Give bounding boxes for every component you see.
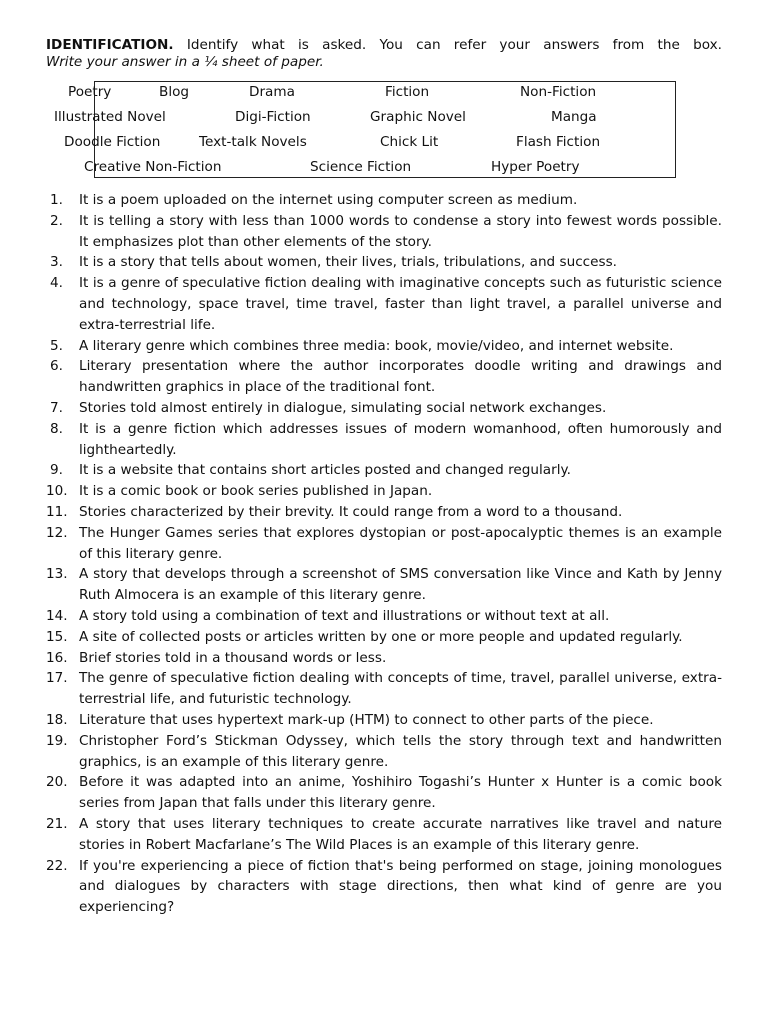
choice-illustrated-novel: Illustrated Novel [54,109,166,125]
question-item [46,356,722,398]
question-item [46,211,722,253]
instructions-text: Identify what is asked. You can refer your answers from the box. [186,37,722,53]
question-text: Stories characterized by their brevity. It could range from a word to a thousand. [79,503,623,520]
question-item [46,523,722,565]
question-item [46,648,722,669]
choice-digi-fiction: Digi-Fiction [235,109,311,125]
choice-drama: Drama [249,84,295,100]
choice-blog: Blog [159,84,190,100]
question-text: The genre of speculative fiction dealing with concepts of time, travel, parallel universe, extra-terrestrial life, and futuristic technology. [79,670,722,708]
question-item [46,252,722,273]
question-item [46,419,722,461]
question-item [46,336,722,357]
question-text: A site of collected posts or articles written by one or more people and updated regularly. [79,628,683,645]
question-number: 20. [46,774,68,791]
question-text: It is a poem uploaded on the internet using computer screen as medium. [79,192,578,208]
question-item [46,856,722,918]
question-number: 7. [50,399,63,416]
question-number: 19. [46,732,68,749]
question-item [46,814,722,856]
question-number: 8. [50,420,63,437]
choice-text-talk-novels: Text-talk Novels [199,134,307,150]
question-number: 2. [50,212,63,229]
question-text: It is telling a story with less than 1000 words to condense a story into fewest words possible. It emphasizes plot than other elements of the story. [79,212,722,250]
question-text: Literary presentation where the author incorporates doodle writing and drawings and handwritten graphics in place of the traditional font. [79,358,722,396]
question-list [46,190,722,918]
question-text: It is a genre fiction which addresses issues of modern womanhood, often humorously and lightheartedly. [79,420,722,458]
question-text: A story told using a combination of text and illustrations or without text at all. [79,607,610,624]
choice-chick-lit: Chick Lit [380,134,439,150]
section-title: IDENTIFICATION. [46,37,174,53]
question-number: 9. [50,462,63,479]
question-number: 4. [50,275,63,292]
question-item [46,481,722,502]
question-number: 16. [46,649,68,666]
question-text: The Hunger Games series that explores dystopian or post-apocalyptic themes is an example of this literary genre. [79,524,722,562]
question-number: 10. [46,483,68,500]
instructions [46,37,722,71]
question-number: 1. [50,192,63,208]
question-text: It is a website that contains short articles posted and changed regularly. [79,462,571,479]
question-text: Before it was adapted into an anime, Yoshihiro Togashi’s Hunter x Hunter is a comic book series from Japan that falls under this literary genre. [79,774,722,812]
question-text: If you're experiencing a piece of fiction that's being performed on stage, joining monologues and dialogues by characters with stage directions, then what kind of genre are you experiencing? [79,857,722,916]
question-item [46,273,722,335]
question-number: 17. [46,670,68,687]
question-number: 11. [46,503,68,520]
question-text: Christopher Ford’s Stickman Odyssey, which tells the story through text and handwritten graphics, is an example of this literary genre. [79,732,722,770]
choice-flash-fiction: Flash Fiction [516,134,601,150]
question-number: 12. [46,524,68,541]
answer-instructions: Write your answer in a ¼ sheet of paper. [46,54,324,70]
question-item [46,398,722,419]
question-item [46,772,722,814]
question-number: 22. [46,857,68,874]
choice-science-fiction: Science Fiction [310,159,412,175]
question-text: A story that develops through a screenshot of SMS conversation like Vince and Kath by Jenny Ruth Almocera is an example of this literary genre. [79,566,722,604]
question-text: It is a genre of speculative fiction dealing with imaginative concepts such as futuristic science and technology, space travel, time travel, faster than light travel, a parallel universe and extra-terrestrial life. [79,275,722,333]
question-number: 18. [46,711,68,728]
choice-poetry: Poetry [68,84,112,100]
question-item [46,731,722,773]
question-number: 21. [46,815,68,832]
question-text: It is a story that tells about women, their lives, trials, tribulations, and success. [79,254,618,271]
question-text: Brief stories told in a thousand words or less. [79,649,387,666]
question-number: 6. [50,358,63,375]
choice-manga: Manga [551,109,597,125]
question-text: Literature that uses hypertext mark-up (HTM) to connect to other parts of the piece. [79,711,654,728]
question-number: 3. [50,254,63,271]
question-item [46,564,722,606]
question-text: A story that uses literary techniques to create accurate narratives like travel and nature stories in Robert Macfarlane’s The Wild Places is an example of this literary genre. [79,815,722,853]
question-item [46,190,722,211]
question-item [46,606,722,627]
question-number: 15. [46,628,68,645]
question-number: 5. [50,337,63,354]
choice-non-fiction: Non-Fiction [520,84,597,100]
question-item [46,668,722,710]
question-text: A literary genre which combines three media: book, movie/video, and internet website. [79,337,674,354]
question-number: 13. [46,566,68,583]
question-item [46,460,722,481]
question-number: 14. [46,607,68,624]
instructions-line [46,37,722,54]
question-item [46,502,722,523]
question-item [46,627,722,648]
choice-creative-non-fiction: Creative Non-Fiction [84,159,222,175]
choice-graphic-novel: Graphic Novel [370,109,466,125]
choice-fiction: Fiction [385,84,430,100]
choice-doodle-fiction: Doodle Fiction [64,134,161,150]
question-text: Stories told almost entirely in dialogue, simulating social network exchanges. [79,399,607,416]
choice-hyper-poetry: Hyper Poetry [491,159,580,175]
question-item [46,710,722,731]
question-text: It is a comic book or book series published in Japan. [79,483,433,500]
